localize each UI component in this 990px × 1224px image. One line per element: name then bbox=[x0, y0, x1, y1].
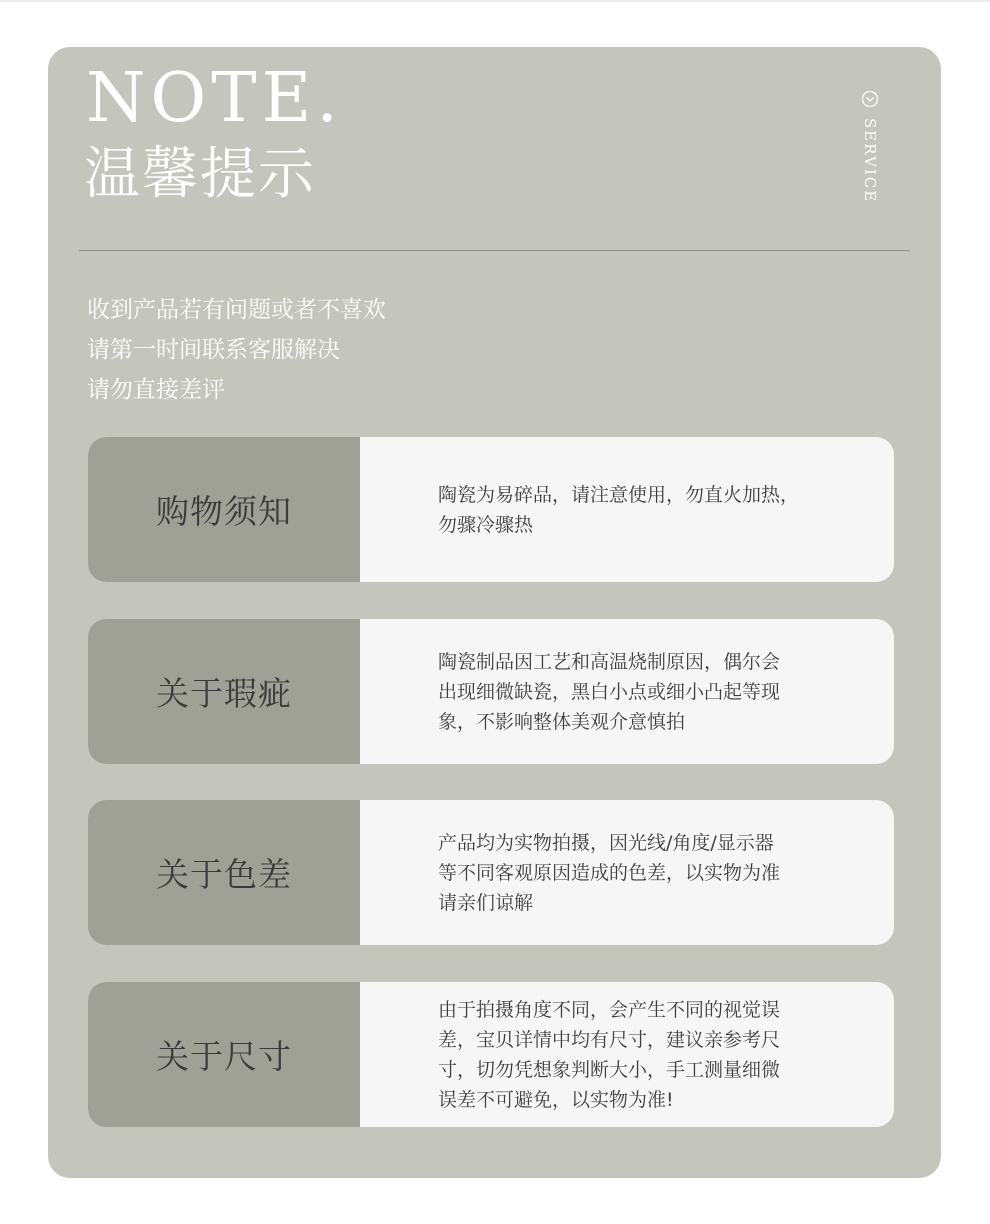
card-text bbox=[438, 828, 828, 918]
note-title: NOTE. bbox=[86, 59, 343, 138]
note-panel bbox=[48, 47, 941, 1178]
card-content bbox=[360, 800, 894, 945]
card-label: 购物须知 bbox=[156, 492, 292, 531]
card-label: 关于尺寸 bbox=[156, 1037, 292, 1076]
card-text-line: 请亲们谅解 bbox=[438, 891, 534, 914]
card-text-line: 误差不可避免，以实物为准! bbox=[438, 1088, 674, 1111]
card-text-line: 等不同客观原因造成的色差，以实物为准 bbox=[438, 861, 781, 884]
card-content bbox=[360, 982, 894, 1127]
card-text bbox=[438, 647, 828, 737]
divider bbox=[79, 250, 910, 251]
card-text-line: 陶瓷为易碎品，请注意使用，勿直火加热， bbox=[438, 483, 800, 506]
card-label-box bbox=[88, 437, 360, 582]
card-text-line: 陶瓷制品因工艺和高温烧制原因，偶尔会 bbox=[438, 650, 781, 673]
intro-line: 请勿直接差评 bbox=[87, 377, 225, 403]
warm-tips-title: 温馨提示 bbox=[84, 142, 316, 207]
intro-text bbox=[87, 290, 386, 410]
card-label-box bbox=[88, 800, 360, 945]
card-flaws bbox=[88, 619, 894, 764]
service-tag bbox=[859, 90, 881, 203]
intro-line: 收到产品若有问题或者不喜欢 bbox=[87, 297, 386, 323]
card-shopping-notice bbox=[88, 437, 894, 582]
card-content bbox=[360, 619, 894, 764]
card-content bbox=[360, 437, 894, 582]
card-text bbox=[438, 995, 828, 1115]
card-label: 关于色差 bbox=[156, 855, 292, 894]
card-color-difference bbox=[88, 800, 894, 945]
card-text-line: 产品均为实物拍摄，因光线/角度/显示器 bbox=[438, 831, 774, 854]
card-size bbox=[88, 982, 894, 1127]
card-text-line: 寸，切勿凭想象判断大小，手工测量细微 bbox=[438, 1058, 781, 1081]
service-label: SERVICE bbox=[861, 118, 879, 204]
card-text-line: 由于拍摄角度不同，会产生不同的视觉误 bbox=[438, 998, 781, 1021]
card-text-line: 勿骤冷骤热 bbox=[438, 513, 534, 536]
card-text bbox=[438, 480, 828, 540]
card-text-line: 差，宝贝详情中均有尺寸，建议亲参考尺 bbox=[438, 1028, 781, 1051]
card-text-line: 出现细微缺瓷，黑白小点或细小凸起等现 bbox=[438, 680, 781, 703]
card-label-box bbox=[88, 619, 360, 764]
card-label: 关于瑕疵 bbox=[156, 674, 292, 713]
card-text-line: 象，不影响整体美观介意慎拍 bbox=[438, 710, 686, 733]
card-label-box bbox=[88, 982, 360, 1127]
intro-line: 请第一时间联系客服解决 bbox=[87, 337, 340, 363]
top-border-line bbox=[0, 0, 990, 2]
chevron-circle-icon bbox=[861, 90, 879, 108]
